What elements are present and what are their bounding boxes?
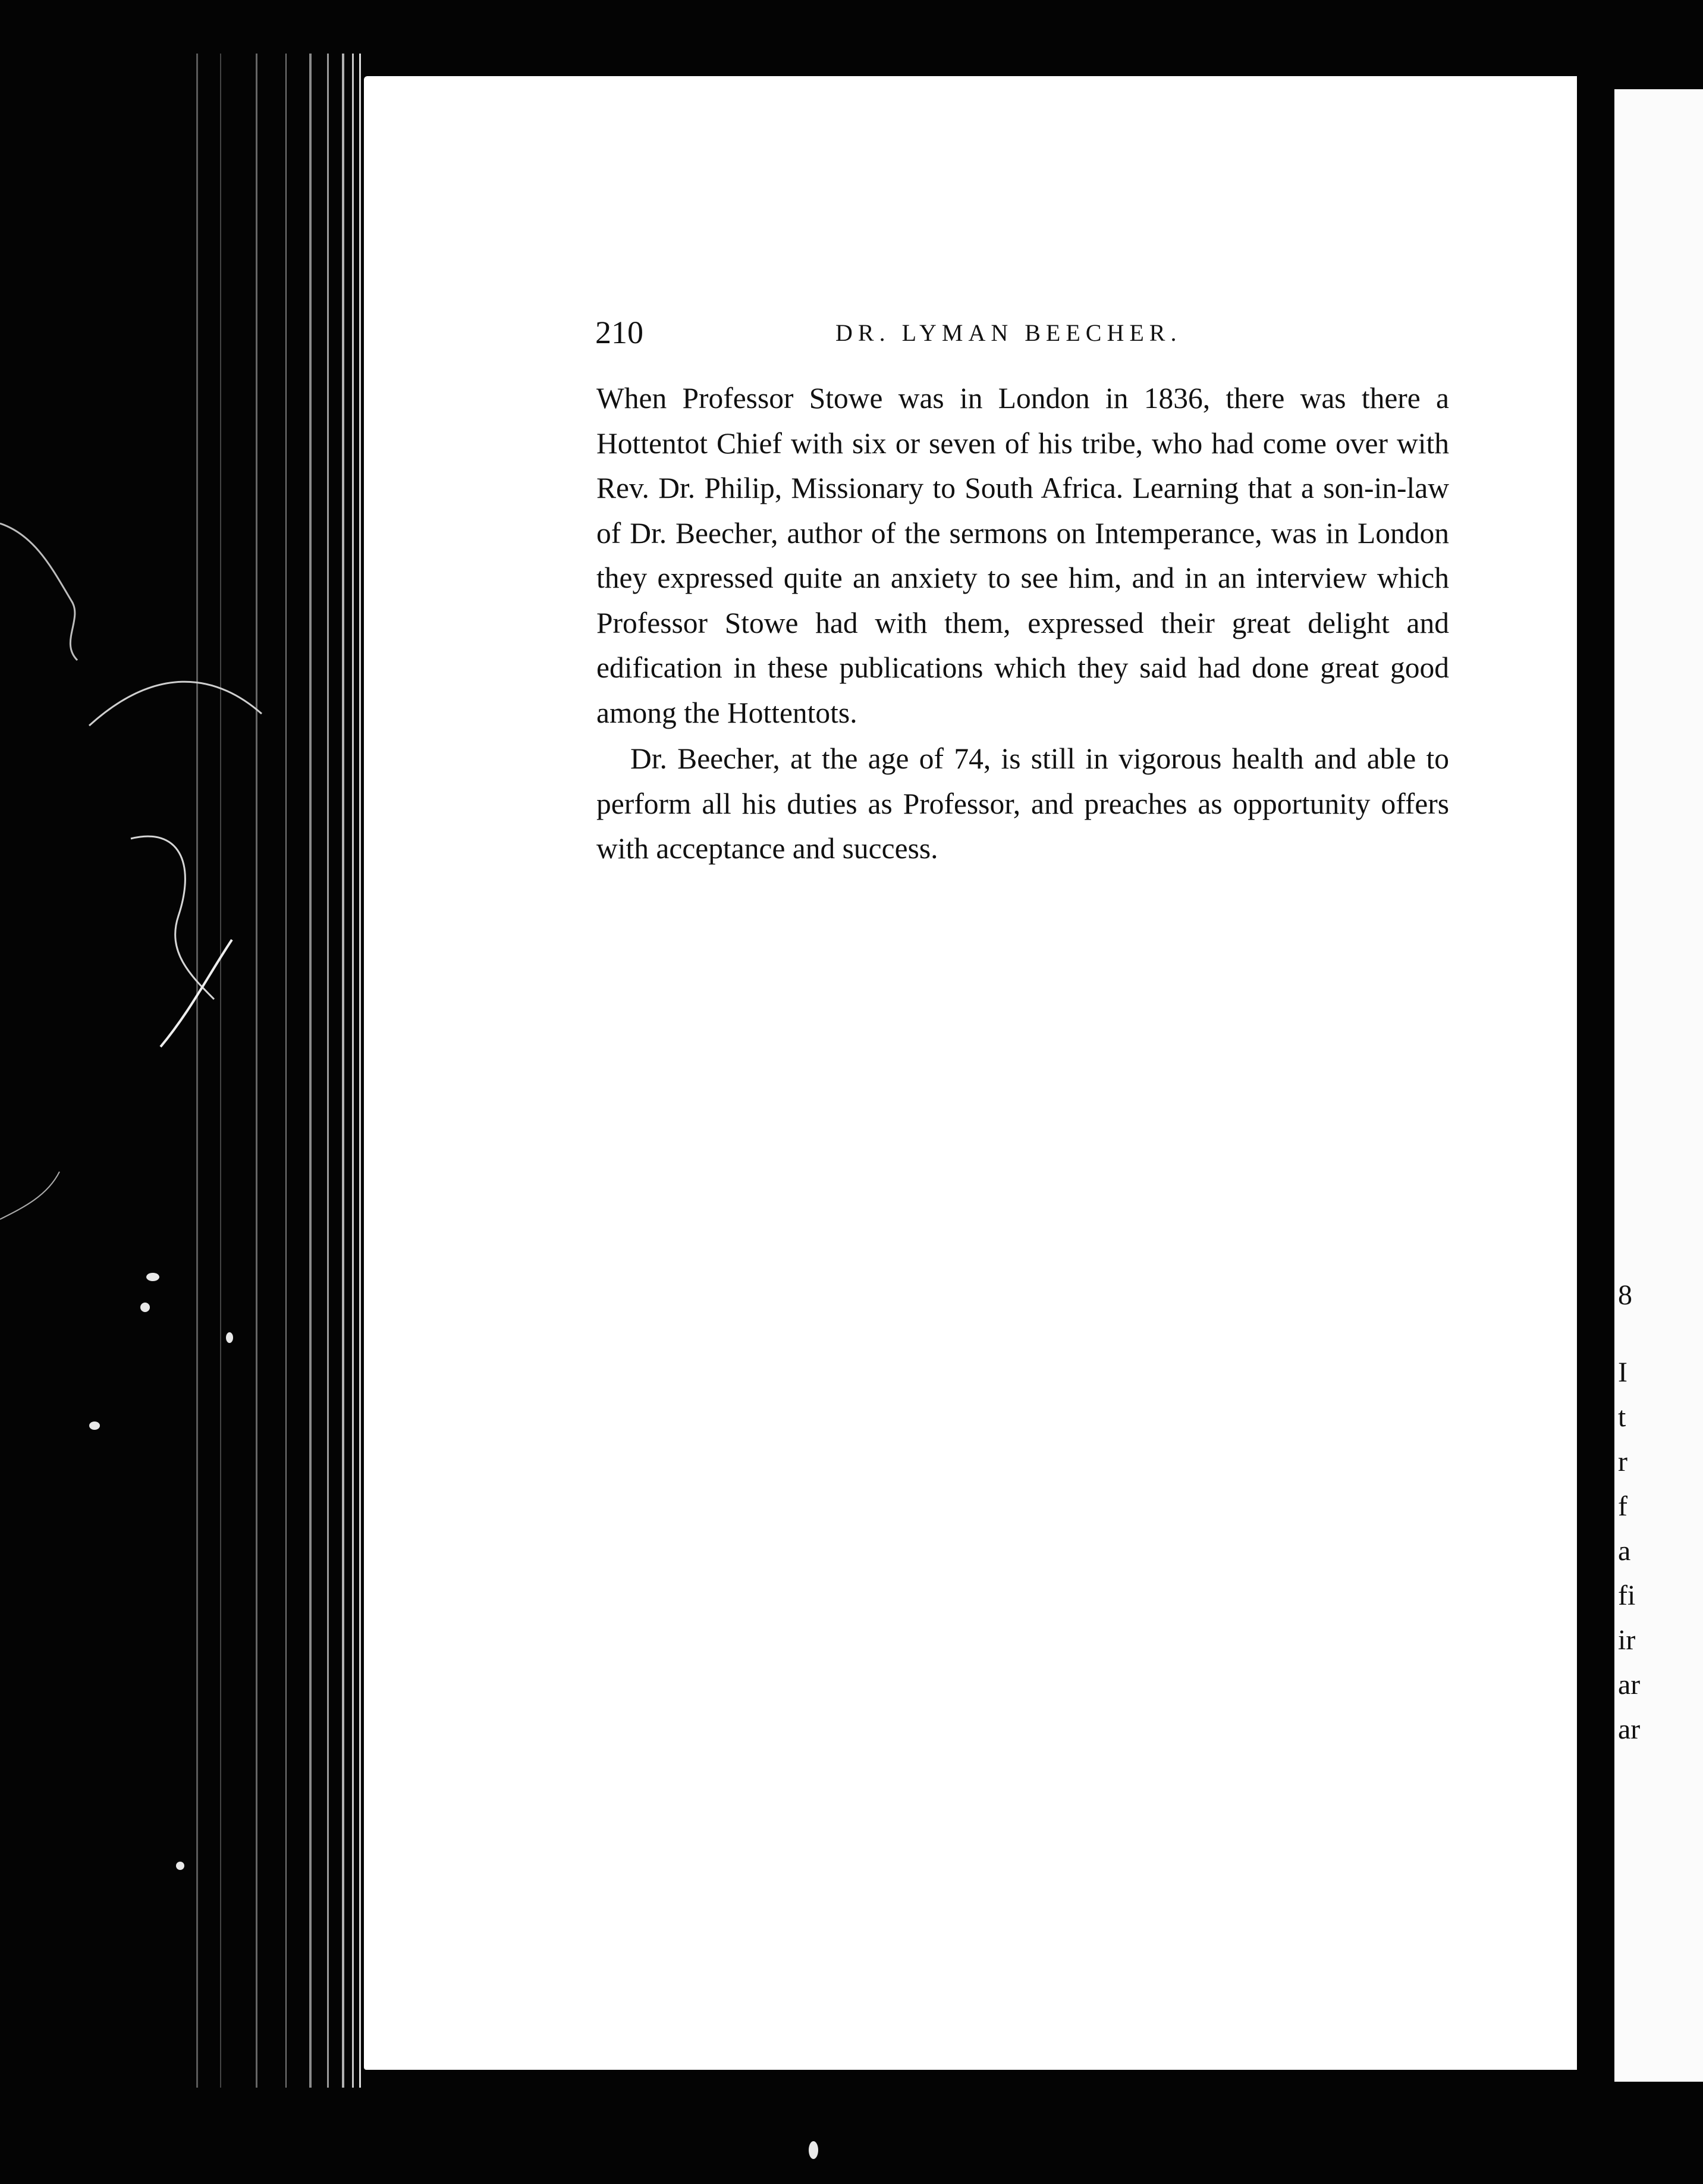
paragraph: When Professor Stowe was in London in 1836, there was there a Hottentot Chief with six or seven of his tribe, who had come over with Rev. Dr. Philip, Missionary to South Africa. Learning that a son-in-law of Dr. Beecher, author of the sermons on Intemperance, was in London they expressed quite an anxiety to see him, and in an interview which Professor Stowe had with them, expressed their great delight and edification in these publications which they said had done great good among the Hottentots.	[596, 382, 1449, 729]
next-page-fragment: ir	[1618, 1624, 1636, 1656]
next-page-fragment: ar	[1618, 1669, 1641, 1700]
next-page-fragment: fi	[1618, 1580, 1636, 1611]
margin-scratches	[0, 0, 357, 2184]
page-number: 210	[595, 315, 643, 350]
speck	[809, 2141, 818, 2159]
next-page-fragment: 8	[1618, 1279, 1632, 1311]
body-text	[596, 376, 1449, 871]
next-page-fragment: ar	[1618, 1714, 1641, 1745]
page-edge	[359, 54, 361, 2088]
next-page-strip	[1614, 89, 1703, 2082]
speck	[146, 1273, 159, 1281]
book-page	[364, 76, 1577, 2070]
speck	[140, 1303, 150, 1312]
speck	[89, 1422, 100, 1430]
next-page-fragment: a	[1618, 1535, 1631, 1567]
next-page-fragment: f	[1618, 1490, 1627, 1522]
speck	[226, 1332, 233, 1343]
paragraph: Dr. Beecher, at the age of 74, is still in vigorous health and able to perform all his duties as Professor, and preaches as opportunity offers with acceptance and success.	[596, 742, 1449, 865]
running-head	[595, 314, 1205, 356]
speck	[176, 1862, 184, 1870]
running-head-title: DR. LYMAN BEECHER.	[835, 319, 1182, 346]
next-page-fragment: I	[1618, 1357, 1627, 1388]
next-page-fragment: r	[1618, 1446, 1627, 1477]
next-page-fragment: t	[1618, 1401, 1626, 1433]
